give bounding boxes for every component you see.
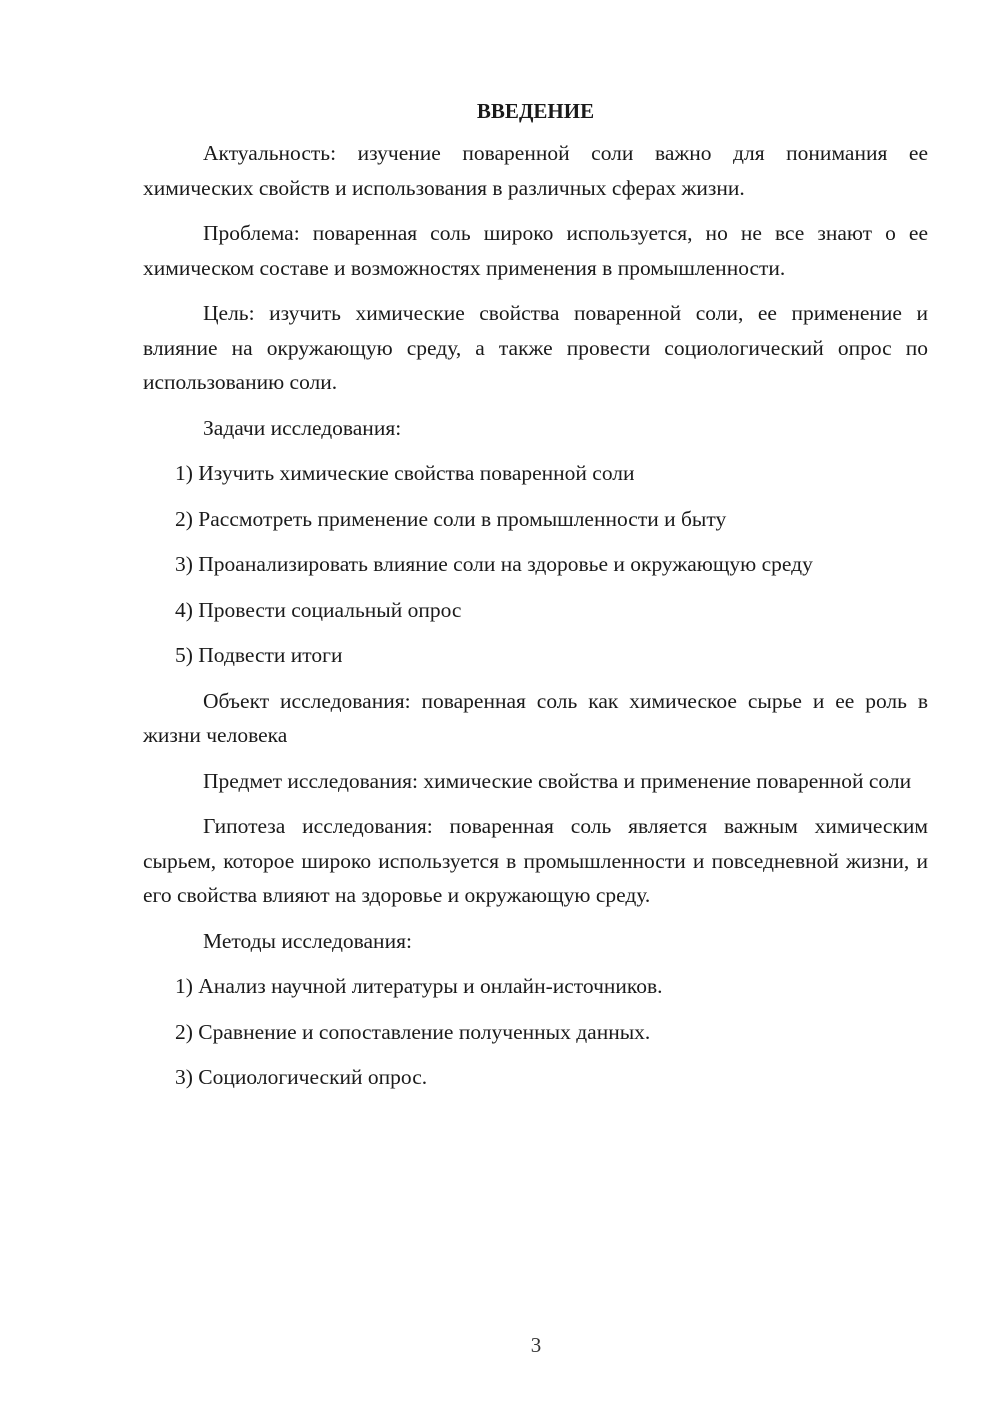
tasks-heading: Задачи исследования: (203, 415, 402, 440)
relevance-paragraph: Актуальность: изучение поваренной соли важно для понимания ее химических свойств и использования в различных сферах жизни. (143, 141, 928, 200)
method-item: 2) Сравнение и сопоставление полученных данных. (175, 1019, 651, 1044)
task-item: 4) Провести социальный опрос (175, 597, 462, 622)
section-title: ВВЕДЕНИЕ (476, 99, 595, 123)
subject-paragraph: Предмет исследования: химические свойства и применение поваренной соли (203, 768, 912, 793)
task-item: 3) Проанализировать влияние соли на здоровье и окружающую среду (175, 552, 813, 576)
page-content (143, 96, 928, 1106)
problem-paragraph: Проблема: поваренная соль широко используется, но не все знают о ее химическом составе и возможностях применения в промышленности. (143, 221, 928, 280)
goal-paragraph: Цель: изучить химические свойства поваренной соли, ее применение и влияние на окружающую среду, а также провести социологический опрос по использованию соли. (143, 301, 928, 394)
method-item: 1) Анализ научной литературы и онлайн-источников. (175, 974, 663, 998)
methods-heading: Методы исследования: (203, 928, 412, 953)
method-item: 3) Социологический опрос. (175, 1065, 428, 1089)
hypothesis-paragraph: Гипотеза исследования: поваренная соль является важным химическим сырьем, которое широко используется в промышленности и повседневной жизни, и его свойства влияют на здоровье и окружающую среду. (143, 814, 928, 907)
task-item: 1) Изучить химические свойства поваренной соли (175, 461, 635, 485)
page-number: 3 (530, 1333, 542, 1357)
task-item: 2) Рассмотреть применение соли в промышленности и быту (175, 506, 727, 531)
object-paragraph: Объект исследования: поваренная соль как химическое сырье и ее роль в жизни человека (143, 688, 928, 747)
task-item: 5) Подвести итоги (175, 643, 343, 667)
